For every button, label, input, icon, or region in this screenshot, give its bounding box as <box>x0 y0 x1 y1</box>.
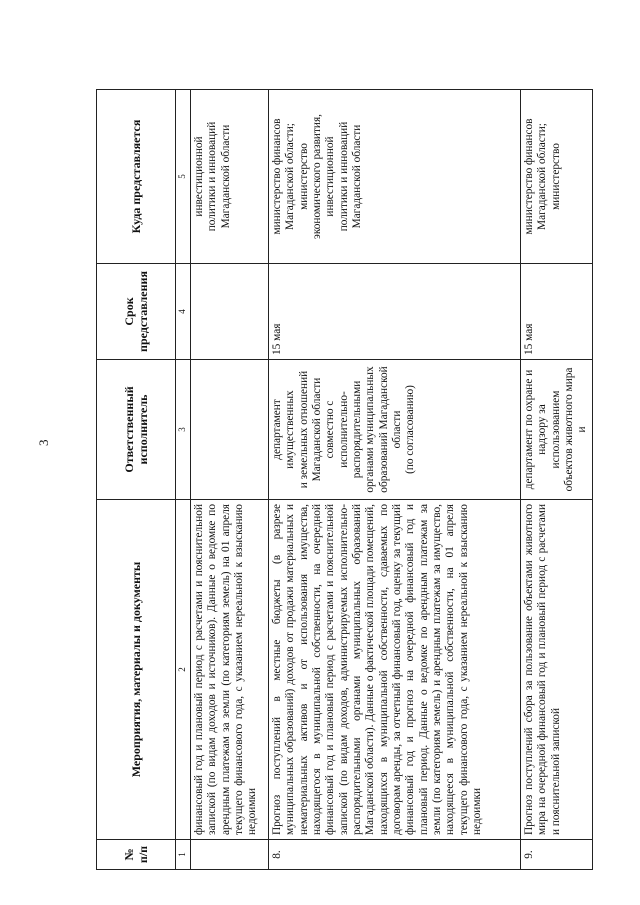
cell-line: департамент <box>271 399 283 460</box>
table-row <box>521 90 593 870</box>
cell-line: политики и инноваций <box>337 121 350 232</box>
cell-line: органами муниципальных <box>364 366 377 493</box>
activities-table <box>96 89 593 870</box>
cell-line: экономического развития, <box>310 114 323 239</box>
header-row <box>97 90 176 870</box>
row-description: Прогноз поступлений в местные бюджеты (в разрезе муниципальных образований) доходов от продажи материальных и нематериальных активов и от использования имущества, находящегося в муниципальной собственности, на очередной финансовый год и плановый период с расчетами и пояснительной запиской (по видам доходов, администрируемых исполнительно-распорядительными органами муниципальных образований Магаданской области). Данные о фактической площади помещений, находящихся в муниципальной собственности, сдаваемых по договорам аренды, за отчетный финансовый год, оценку за текущий финансовый год и прогноз на очередной финансовый год и плановый период. Данные о ведомке по арендным платежам за земли (по категориям земель) и арендным платежам за имущество, находящееся в муниципальной собственности, на 01 апреля текущего финансового года, с указанием нереальной к взысканию недоимки <box>269 500 521 840</box>
row-recipient <box>269 90 521 264</box>
column-index-row <box>176 90 191 870</box>
row-number: 9. <box>521 840 593 870</box>
column-index: 1 <box>176 840 191 870</box>
cell-line: совместно с <box>324 400 337 459</box>
column-index: 3 <box>176 360 191 500</box>
row-executor <box>269 360 521 500</box>
row-deadline <box>191 264 269 360</box>
cell-line: надзору за использованием <box>536 390 562 469</box>
column-index: 5 <box>176 90 191 264</box>
cell-line: и земельных отношений <box>297 370 310 489</box>
table-row <box>269 90 521 870</box>
cell-line: политики и инноваций <box>206 121 219 232</box>
row-recipient <box>191 90 269 264</box>
row-number <box>191 840 269 870</box>
cell-line: инвестиционной <box>193 136 205 217</box>
header-num: № п/п <box>97 840 176 870</box>
page-number: 3 <box>36 439 51 446</box>
table-row <box>191 90 269 870</box>
row-recipient <box>521 90 593 264</box>
cell-line: Магаданской области <box>310 377 323 482</box>
header-activities: Мероприятия, материалы и документы <box>97 500 176 840</box>
row-number: 8. <box>269 840 521 870</box>
row-executor <box>521 360 593 500</box>
row-executor <box>191 360 269 500</box>
cell-line: Магаданской области; <box>536 123 549 230</box>
row-description: Прогноз поступлений сбора за пользование объектами животного мира на очередной финансовый год и плановый период с расчетами и пояснительной запиской <box>521 500 593 840</box>
header-deadline: Срок представления <box>97 264 176 360</box>
column-index: 4 <box>176 264 191 360</box>
row-deadline: 15 мая <box>269 264 521 360</box>
cell-line: имущественных <box>284 390 297 469</box>
cell-line: Магаданской области <box>350 124 363 229</box>
row-description: финансовый год и плановый период с расчетами и пояснительной запиской (по видам доходов и источников). Данные о ведомке по арендным платежам за земли (по категориям земель) на 01 апреля текущего финансового года, с указанием нереальной к взысканию недоимки <box>191 500 269 840</box>
cell-line: министерство финансов <box>523 118 535 235</box>
cell-line: инвестиционной <box>324 136 337 217</box>
cell-line: (по согласованию) <box>404 385 417 474</box>
header-recipient: Куда представляется <box>97 90 176 264</box>
cell-line: объектов животного мира и <box>562 367 589 492</box>
cell-line: министерство <box>549 143 562 210</box>
row-deadline: 15 мая <box>521 264 593 360</box>
rotated-table-wrapper <box>96 90 589 870</box>
header-executor: Ответственный исполнитель <box>97 360 176 500</box>
cell-line: департамент по охране и <box>523 369 535 490</box>
cell-line: министерство <box>297 143 310 210</box>
cell-line: исполнительно- <box>337 391 350 468</box>
cell-line: Магаданской области; <box>284 123 297 230</box>
cell-line: распорядительными <box>350 380 363 479</box>
cell-line: министерство финансов <box>271 118 283 235</box>
cell-line: области <box>390 410 403 449</box>
column-index: 2 <box>176 500 191 840</box>
cell-line: Магаданской области <box>219 124 232 229</box>
cell-line: образований Магаданской <box>377 366 390 493</box>
